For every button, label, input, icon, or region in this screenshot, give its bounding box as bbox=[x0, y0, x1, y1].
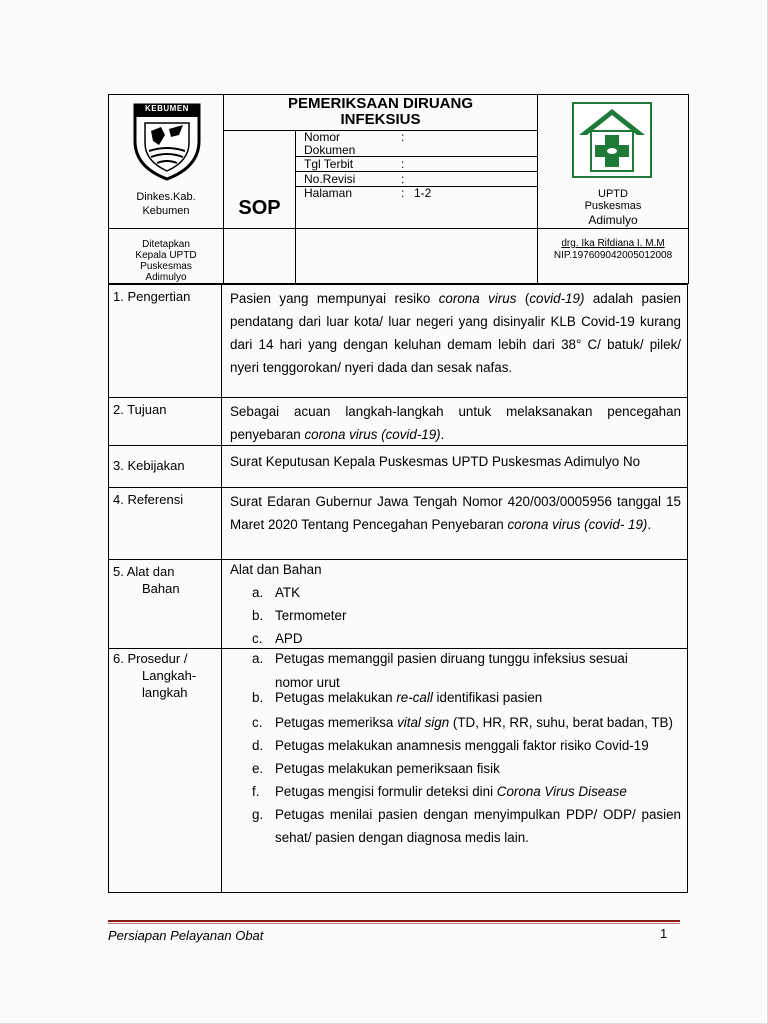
section-text bbox=[230, 287, 681, 379]
meta-key: No.Revisi bbox=[304, 172, 356, 186]
list-item: g. Petugas menilai pasien dengan menyimpulkan PDP/ ODP/ pasien sehat/ pasien dengan diagnosa medis lain. bbox=[252, 807, 681, 845]
text-run-italic: corona virus bbox=[438, 291, 517, 306]
text-run: ( bbox=[516, 291, 530, 306]
meta-key: Nomor bbox=[304, 130, 341, 144]
list-item: c. APD bbox=[252, 631, 303, 646]
title-line-2: INFEKSIUS bbox=[340, 111, 421, 128]
section-text bbox=[230, 400, 681, 446]
ditetapkan-line-4: Adimulyo bbox=[145, 272, 187, 283]
meta-colon: : bbox=[401, 130, 405, 144]
label-line: 6. Prosedur / bbox=[113, 651, 188, 666]
ditetapkan-empty-cell bbox=[223, 228, 296, 284]
puskesmas-line-3: Adimulyo bbox=[588, 213, 638, 227]
label-line: 5. Alat dan bbox=[113, 564, 175, 579]
title-line-1: PEMERIKSAAN DIRUANG bbox=[287, 95, 473, 112]
meta-row-nomor bbox=[296, 130, 537, 157]
text-run-italic: covid-19) bbox=[529, 291, 585, 306]
section-text bbox=[230, 490, 681, 536]
list-intro: Alat dan Bahan bbox=[230, 562, 322, 577]
section-label bbox=[113, 650, 221, 701]
section-label bbox=[113, 563, 221, 597]
list-item: e. Petugas melakukan pemeriksaan fisik bbox=[252, 761, 500, 776]
puskesmas-line-2: Puskesmas bbox=[584, 200, 642, 212]
text-run: . bbox=[647, 517, 652, 532]
footer-title: Persiapan Pelayanan Obat bbox=[108, 928, 264, 943]
document-title-cell bbox=[223, 94, 538, 131]
signer-nip: NIP.197609042005012008 bbox=[553, 250, 673, 261]
footer-rule-thin bbox=[108, 923, 680, 924]
label-line: Langkah- bbox=[142, 668, 197, 683]
ditetapkan-cell bbox=[108, 228, 224, 284]
meta-row-no-revisi bbox=[296, 172, 537, 187]
label-line: Bahan bbox=[142, 581, 180, 596]
puskesmas-cross-logo-icon bbox=[571, 101, 653, 179]
meta-row-tgl-terbit bbox=[296, 157, 537, 172]
document-meta-cell bbox=[295, 130, 538, 229]
sop-header bbox=[108, 94, 688, 284]
meta-colon: : bbox=[401, 172, 405, 186]
district-logo-cell bbox=[108, 94, 224, 229]
signer-cell bbox=[537, 228, 689, 284]
meta-colon: : bbox=[401, 186, 405, 200]
text-run: adalah pasien pendatang dari luar kota/ luar negeri yang disinyalir KLB Covid-19 kurang dari 14 hari yang dengan keluhan demam lebih dari 38° C/ batuk/ pilek/ nyeri tenggorokan/ nyeri dada dan sesak nafas. bbox=[230, 291, 681, 375]
text-run: Surat Edaran Gubernur Jawa Tengah Nomor 420/003/0005956 tanggal 15 Maret 2020 Tentang Pencegahan Penyebaran bbox=[230, 494, 681, 532]
ditetapkan-line-2: Kepala UPTD bbox=[135, 250, 197, 261]
puskesmas-line-1: UPTD bbox=[598, 188, 628, 200]
org-line-2: Kebumen bbox=[142, 205, 190, 217]
text-run-italic: corona virus (covid- 19) bbox=[507, 517, 648, 532]
list-item: a. ATK bbox=[252, 585, 301, 600]
puskesmas-logo-cell bbox=[537, 94, 689, 229]
ditetapkan-line-1: Ditetapkan bbox=[142, 239, 190, 250]
footer-rule bbox=[108, 920, 680, 922]
meta-key-2: Dokumen bbox=[304, 143, 356, 157]
meta-value: 1-2 bbox=[414, 186, 432, 200]
ditetapkan-empty-cell-2 bbox=[295, 228, 538, 284]
section-text bbox=[230, 558, 681, 650]
section-label: 3. Kebijakan bbox=[113, 458, 185, 473]
signer-name: drg. Ika Rifdiana I. M.M bbox=[561, 238, 665, 249]
list-item: c. Petugas memeriksa vital sign (TD, HR, RR, suhu, berat badan, TB) bbox=[252, 715, 673, 730]
list-item: b. Petugas melakukan re-call identifikasi pasien bbox=[252, 690, 543, 705]
sop-cell bbox=[223, 130, 296, 229]
text-run: nomor urut bbox=[275, 675, 340, 690]
section-label: 4. Referensi bbox=[113, 492, 184, 507]
crest-caption: KEBUMEN bbox=[145, 104, 189, 113]
section-alat-bahan bbox=[108, 560, 688, 649]
section-label: 2. Tujuan bbox=[113, 402, 167, 417]
procedure-list bbox=[230, 647, 681, 849]
list-item: f. Petugas mengisi formulir deteksi dini Corona Virus Disease bbox=[252, 784, 627, 799]
section-tujuan bbox=[108, 398, 688, 446]
ditetapkan-line-3: Puskesmas bbox=[140, 261, 192, 272]
list-item: d. Petugas melakukan anamnesis menggali faktor risiko Covid-19 bbox=[252, 738, 649, 753]
label-line: langkah bbox=[142, 685, 188, 700]
kebumen-crest-icon bbox=[131, 101, 203, 183]
section-prosedur bbox=[108, 649, 688, 893]
section-pengertian bbox=[108, 284, 688, 398]
meta-key: Halaman bbox=[304, 186, 353, 200]
list-item: b. Termometer bbox=[252, 608, 347, 623]
meta-colon: : bbox=[401, 157, 405, 171]
section-text: Surat Keputusan Kepala Puskesmas UPTD Puskesmas Adimulyo No bbox=[230, 454, 641, 469]
list-item: a. Petugas memanggil pasien diruang tunggu infeksius sesuai nomor urut bbox=[230, 647, 681, 691]
text-run: Sebagai acuan langkah-langkah untuk melaksanakan pencegahan penyebaran bbox=[230, 404, 681, 442]
section-text bbox=[230, 647, 681, 849]
text-run: . bbox=[440, 427, 445, 442]
section-label: 1. Pengertian bbox=[113, 289, 191, 304]
section-referensi bbox=[108, 488, 688, 560]
sop-label: SOP bbox=[238, 197, 281, 219]
meta-key: Tgl Terbit bbox=[304, 157, 354, 171]
text-run-italic: corona virus (covid-19) bbox=[304, 427, 441, 442]
meta-row-halaman bbox=[296, 187, 537, 202]
equipment-list bbox=[230, 581, 681, 650]
document-title bbox=[224, 96, 537, 128]
section-kebijakan bbox=[108, 446, 688, 488]
page-number: 1 bbox=[660, 926, 668, 941]
org-line-1: Dinkes.Kab. bbox=[136, 191, 196, 203]
text-run: Pasien yang mempunyai resiko bbox=[230, 291, 439, 306]
